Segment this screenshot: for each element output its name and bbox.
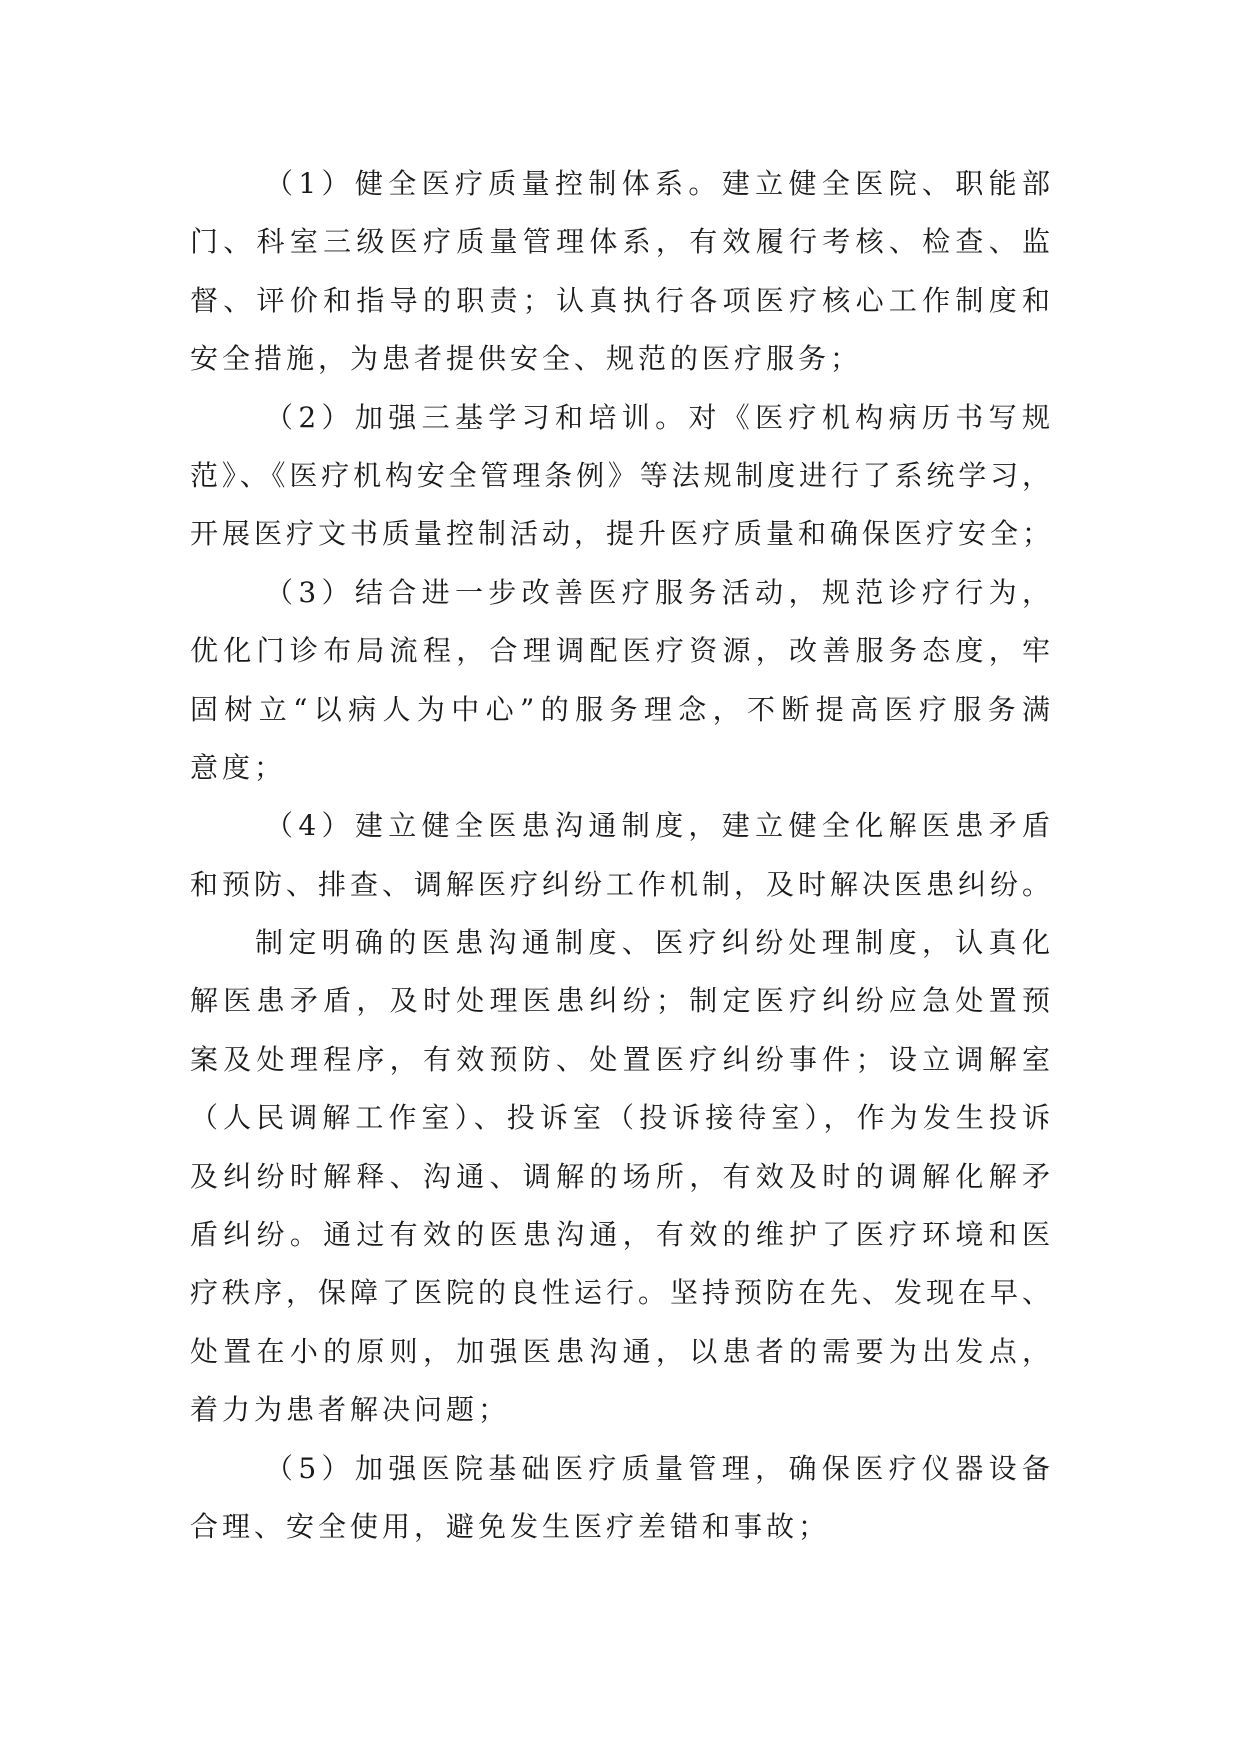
text-line: （4）建立健全医患沟通制度，建立健全化解医患矛盾: [265, 809, 1050, 843]
text-line: 安全措施，为患者提供安全、规范的医疗服务；: [190, 342, 863, 376]
text-line: （1）健全医疗质量控制体系。建立健全医院、职能部: [265, 167, 1050, 200]
text-line: 盾纠纷。通过有效的医患沟通，有效的维护了医疗环境和医: [190, 1218, 1050, 1252]
text-line: 着力为患者解决问题；: [190, 1393, 511, 1427]
text-line: 处置在小的原则，加强医患沟通，以患者的需要为出发点，: [190, 1334, 1050, 1368]
text-line: 督、评价和指导的职责；认真执行各项医疗核心工作制度和: [190, 283, 1050, 317]
paragraph-1: [190, 155, 1050, 389]
text-line: 开展医疗文书质量控制活动，提升医疗质量和确保医疗安全；: [190, 517, 1050, 551]
text-line: 合理、安全使用，避免发生医疗差错和事故；: [190, 1509, 831, 1543]
text-line: 固树立“以病人为中心”的服务理念，不断提高医疗服务满: [190, 692, 1050, 726]
text-line: （3）结合进一步改善医疗服务活动，规范诊疗行为，: [265, 575, 1050, 609]
paragraph-3: [190, 564, 1050, 798]
text-line: 意度；: [190, 750, 287, 784]
paragraph-2: [190, 389, 1050, 564]
text-line: （5）加强医院基础医疗质量管理，确保医疗仪器设备: [265, 1451, 1050, 1485]
document-body: [190, 155, 1050, 1556]
text-line: 案及处理程序，有效预防、处置医疗纠纷事件；设立调解室: [190, 1042, 1050, 1076]
text-line: 优化门诊布局流程，合理调配医疗资源，改善服务态度，牢: [190, 634, 1050, 668]
text-line: 制定明确的医患沟通制度、医疗纠纷处理制度，认真化: [255, 926, 1050, 960]
paragraph-5: [190, 914, 1050, 1440]
text-line: （2）加强三基学习和培训。对《医疗机构病历书写规: [265, 400, 1050, 434]
text-line: 疗秩序，保障了医院的良性运行。坚持预防在先、发现在早、: [190, 1276, 1050, 1310]
text-line: （人民调解工作室）、投诉室（投诉接待室），作为发生投诉: [190, 1101, 1050, 1135]
text-line: 和预防、排查、调解医疗纠纷工作机制，及时解决医患纠纷。: [190, 867, 1050, 901]
paragraph-4: [190, 797, 1050, 914]
text-line: 范》、《医疗机构安全管理条例》等法规制度进行了系统学习，: [190, 458, 1050, 492]
text-line: 门、科室三级医疗质量管理体系，有效履行考核、检查、监: [190, 225, 1050, 259]
text-line: 及纠纷时解释、沟通、调解的场所，有效及时的调解化解矛: [190, 1159, 1050, 1193]
text-line: 解医患矛盾，及时处理医患纠纷；制定医疗纠纷应急处置预: [190, 984, 1050, 1018]
paragraph-6: [190, 1440, 1050, 1557]
